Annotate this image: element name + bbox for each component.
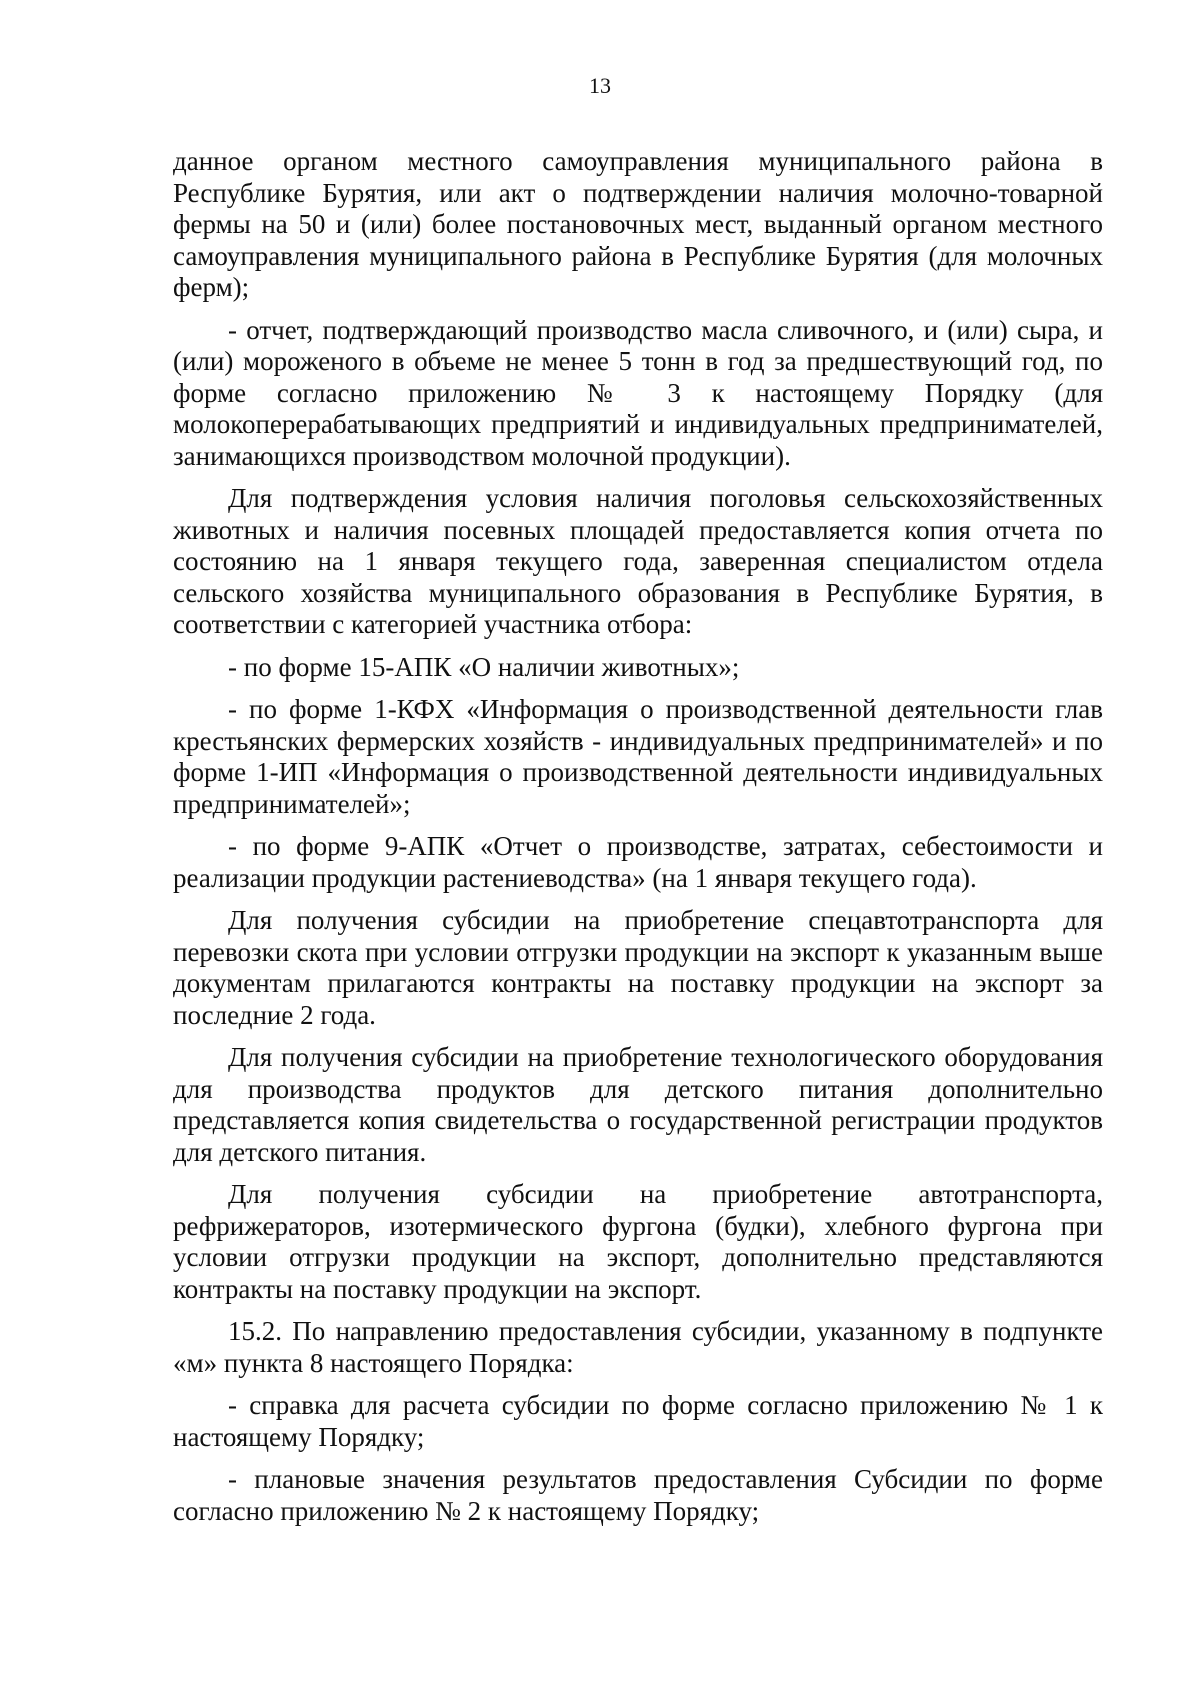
paragraph-1: данное органом местного самоуправления муниципального района в Республике Бурятия, или акт о подтверждении наличия молочно-товарной фермы на 50 и (или) более постановочных мест, выданный органом местного самоуправления муниципального района в Республике Бурятия (для молочных ферм); <box>173 146 1103 302</box>
paragraph-6: - по форме 9-АПК «Отчет о производстве, затратах, себестоимости и реализации продукции растениеводства» (на 1 января текущего года). <box>173 831 1103 893</box>
paragraph-3: Для подтверждения условия наличия поголовья сельскохозяйственных животных и наличия посевных площадей предоставляется копия отчета по состоянию на 1 января текущего года, заверенная специалистом отдела сельского хозяйства муниципального образования в Республике Бурятия, в соответствии с категорией участника отбора: <box>173 483 1103 639</box>
page-number: 13 <box>589 73 611 98</box>
document-body <box>173 146 1103 1538</box>
paragraph-2: - отчет, подтверждающий производство масла сливочного, и (или) сыра, и (или) мороженого в объеме не менее 5 тонн в год за предшествующий год, по форме согласно приложению № 3 к настоящему Порядку (для молокоперерабатывающих предприятий и индивидуальных предпринимателей, занимающихся производством молочной продукции). <box>173 314 1103 471</box>
paragraph-10: 15.2. По направлению предоставления субсидии, указанному в подпункте «м» пункта 8 настоящего Порядка: <box>173 1316 1103 1378</box>
paragraph-12: - плановые значения результатов предоставления Субсидии по форме согласно приложению № 2 к настоящему Порядку; <box>173 1464 1103 1526</box>
paragraph-5: - по форме 1-КФХ «Информация о производственной деятельности глав крестьянских фермерских хозяйств - индивидуальных предпринимателей» и по форме 1-ИП «Информация о производственной деятельности индивидуальных предпринимателей»; <box>173 694 1103 819</box>
paragraph-7: Для получения субсидии на приобретение спецавтотранспорта для перевозки скота при условии отгрузки продукции на экспорт к указанным выше документам прилагаются контракты на поставку продукции на экспорт за последние 2 года. <box>173 905 1103 1030</box>
paragraph-11: - справка для расчета субсидии по форме согласно приложению № 1 к настоящему Порядку; <box>173 1390 1103 1452</box>
paragraph-4: - по форме 15-АПК «О наличии животных»; <box>228 651 740 682</box>
paragraph-9: Для получения субсидии на приобретение автотранспорта, рефрижераторов, изотермического фургона (будки), хлебного фургона при условии отгрузки продукции на экспорт, дополнительно представляются контракты на поставку продукции на экспорт. <box>173 1179 1103 1304</box>
paragraph-8: Для получения субсидии на приобретение технологического оборудования для производства продуктов для детского питания дополнительно представляется копия свидетельства о государственной регистрации продуктов для детского питания. <box>173 1042 1103 1167</box>
